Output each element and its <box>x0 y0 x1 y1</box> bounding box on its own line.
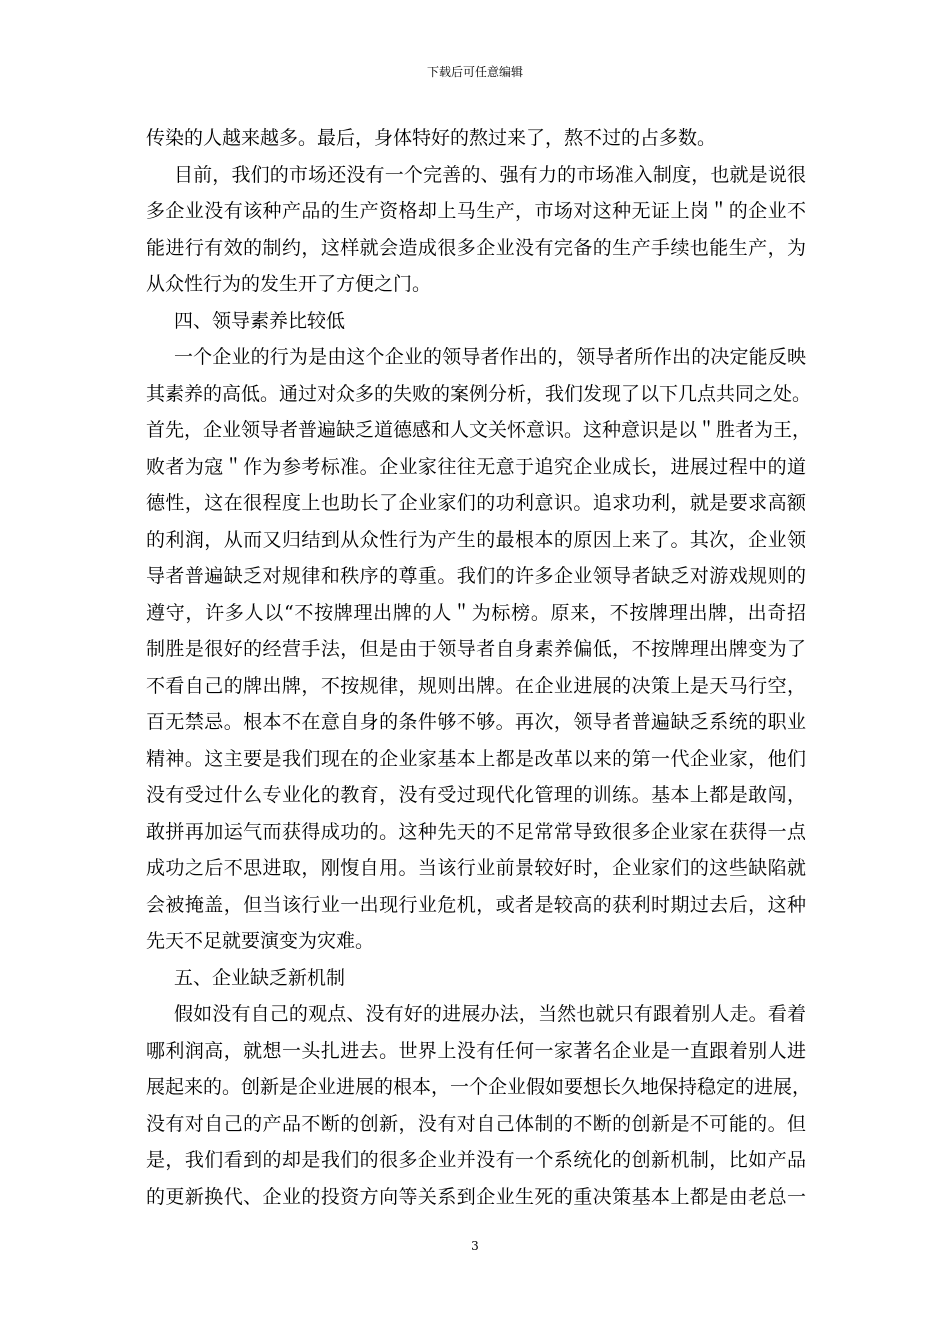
text-line: 百无禁忌。根本不在意自身的条件够不够。再次，领导者普遍缺乏系统的职业 <box>146 711 806 733</box>
text-line: 敢拼再加运气而获得成功的。这种先天的不足常常导致很多企业家在获得一点 <box>146 820 806 843</box>
text-line: 的更新换代、企业的投资方向等关系到企业生死的重决策基本上都是由老总一 <box>146 1185 806 1208</box>
text-line: 成功之后不思进取，刚愎自用。当该行业前景较好时，企业家们的这些缺陷就 <box>146 857 806 879</box>
text-line: 先天不足就要演变为灾难。 <box>146 930 375 952</box>
text-line: 遵守，许多人以“不按牌理出牌的人＂为标榜。原来，不按牌理出牌，出奇招 <box>146 601 806 624</box>
text-line: 从众性行为的发生开了方便之门。 <box>146 273 432 295</box>
section-heading: 五、企业缺乏新机制 <box>174 966 346 989</box>
text-line: 其素养的高低。通过对众多的失败的案例分析，我们发现了以下几点共同之处。 <box>146 382 812 405</box>
text-line: 导者普遍缺乏对规律和秩序的尊重。我们的许多企业领导者缺乏对游戏规则的 <box>146 565 806 587</box>
text-line: 败者为寇＂作为参考标准。企业家往往无意于追究企业成长，进展过程中的道 <box>146 455 806 478</box>
text-line: 假如没有自己的观点、没有好的进展办法，当然也就只有跟着别人走。看着 <box>174 1003 806 1025</box>
text-line: 展起来的。创新是企业进展的根本，一个企业假如要想长久地保持稳定的进展， <box>146 1076 812 1098</box>
text-line: 会被掩盖，但当该行业一出现行业危机，或者是较高的获利时期过去后，这种 <box>146 893 806 916</box>
text-line: 精神。这主要是我们现在的企业家基本上都是改革以来的第一代企业家，他们 <box>146 747 806 770</box>
text-line: 哪利润高，就想一头扎进去。世界上没有任何一家著名企业是一直跟着别人进 <box>146 1039 806 1062</box>
text-line: 没有受过什么专业化的教育，没有受过现代化管理的训练。基本上都是敢闯， <box>146 784 806 806</box>
text-line: 一个企业的行为是由这个企业的领导者作出的，领导者所作出的决定能反映 <box>174 346 806 368</box>
text-line: 多企业没有该种产品的生产资格却上马生产，市场对这种无证上岗＂的企业不 <box>146 200 806 222</box>
text-line: 不看自己的牌出牌，不按规律，规则出牌。在企业进展的决策上是天马行空， <box>146 674 806 697</box>
text-line: 首先，企业领导者普遍缺乏道德感和人文关怀意识。这种意识是以＂胜者为王， <box>146 419 812 441</box>
text-line: 是，我们看到的却是我们的很多企业并没有一个系统化的创新机制，比如产品 <box>146 1149 806 1171</box>
page-number: 3 <box>471 1239 479 1253</box>
text-line: 能进行有效的制约，这样就会造成很多企业没有完备的生产手续也能生产，为 <box>146 236 806 259</box>
page-header: 下载后可任意编辑 <box>426 65 523 79</box>
text-line: 德性，这在很程度上也助长了企业家们的功利意识。追求功利，就是要求高额 <box>146 492 806 514</box>
section-heading: 四、领导素养比较低 <box>174 309 346 332</box>
text-line: 传染的人越来越多。最后，身体特好的熬过来了，熬不过的占多数。 <box>146 127 717 149</box>
document-body <box>146 120 812 1215</box>
text-line: 的利润，从而又归结到从众性行为产生的最根本的原因上来了。其次，企业领 <box>146 528 806 551</box>
text-line: 没有对自己的产品不断的创新，没有对自己体制的不断的创新是不可能的。但 <box>146 1112 806 1135</box>
text-line: 制胜是很好的经营手法，但是由于领导者自身素养偏低，不按牌理出牌变为了 <box>146 638 806 660</box>
text-line: 目前，我们的市场还没有一个完善的、强有力的市场准入制度，也就是说很 <box>174 163 806 186</box>
